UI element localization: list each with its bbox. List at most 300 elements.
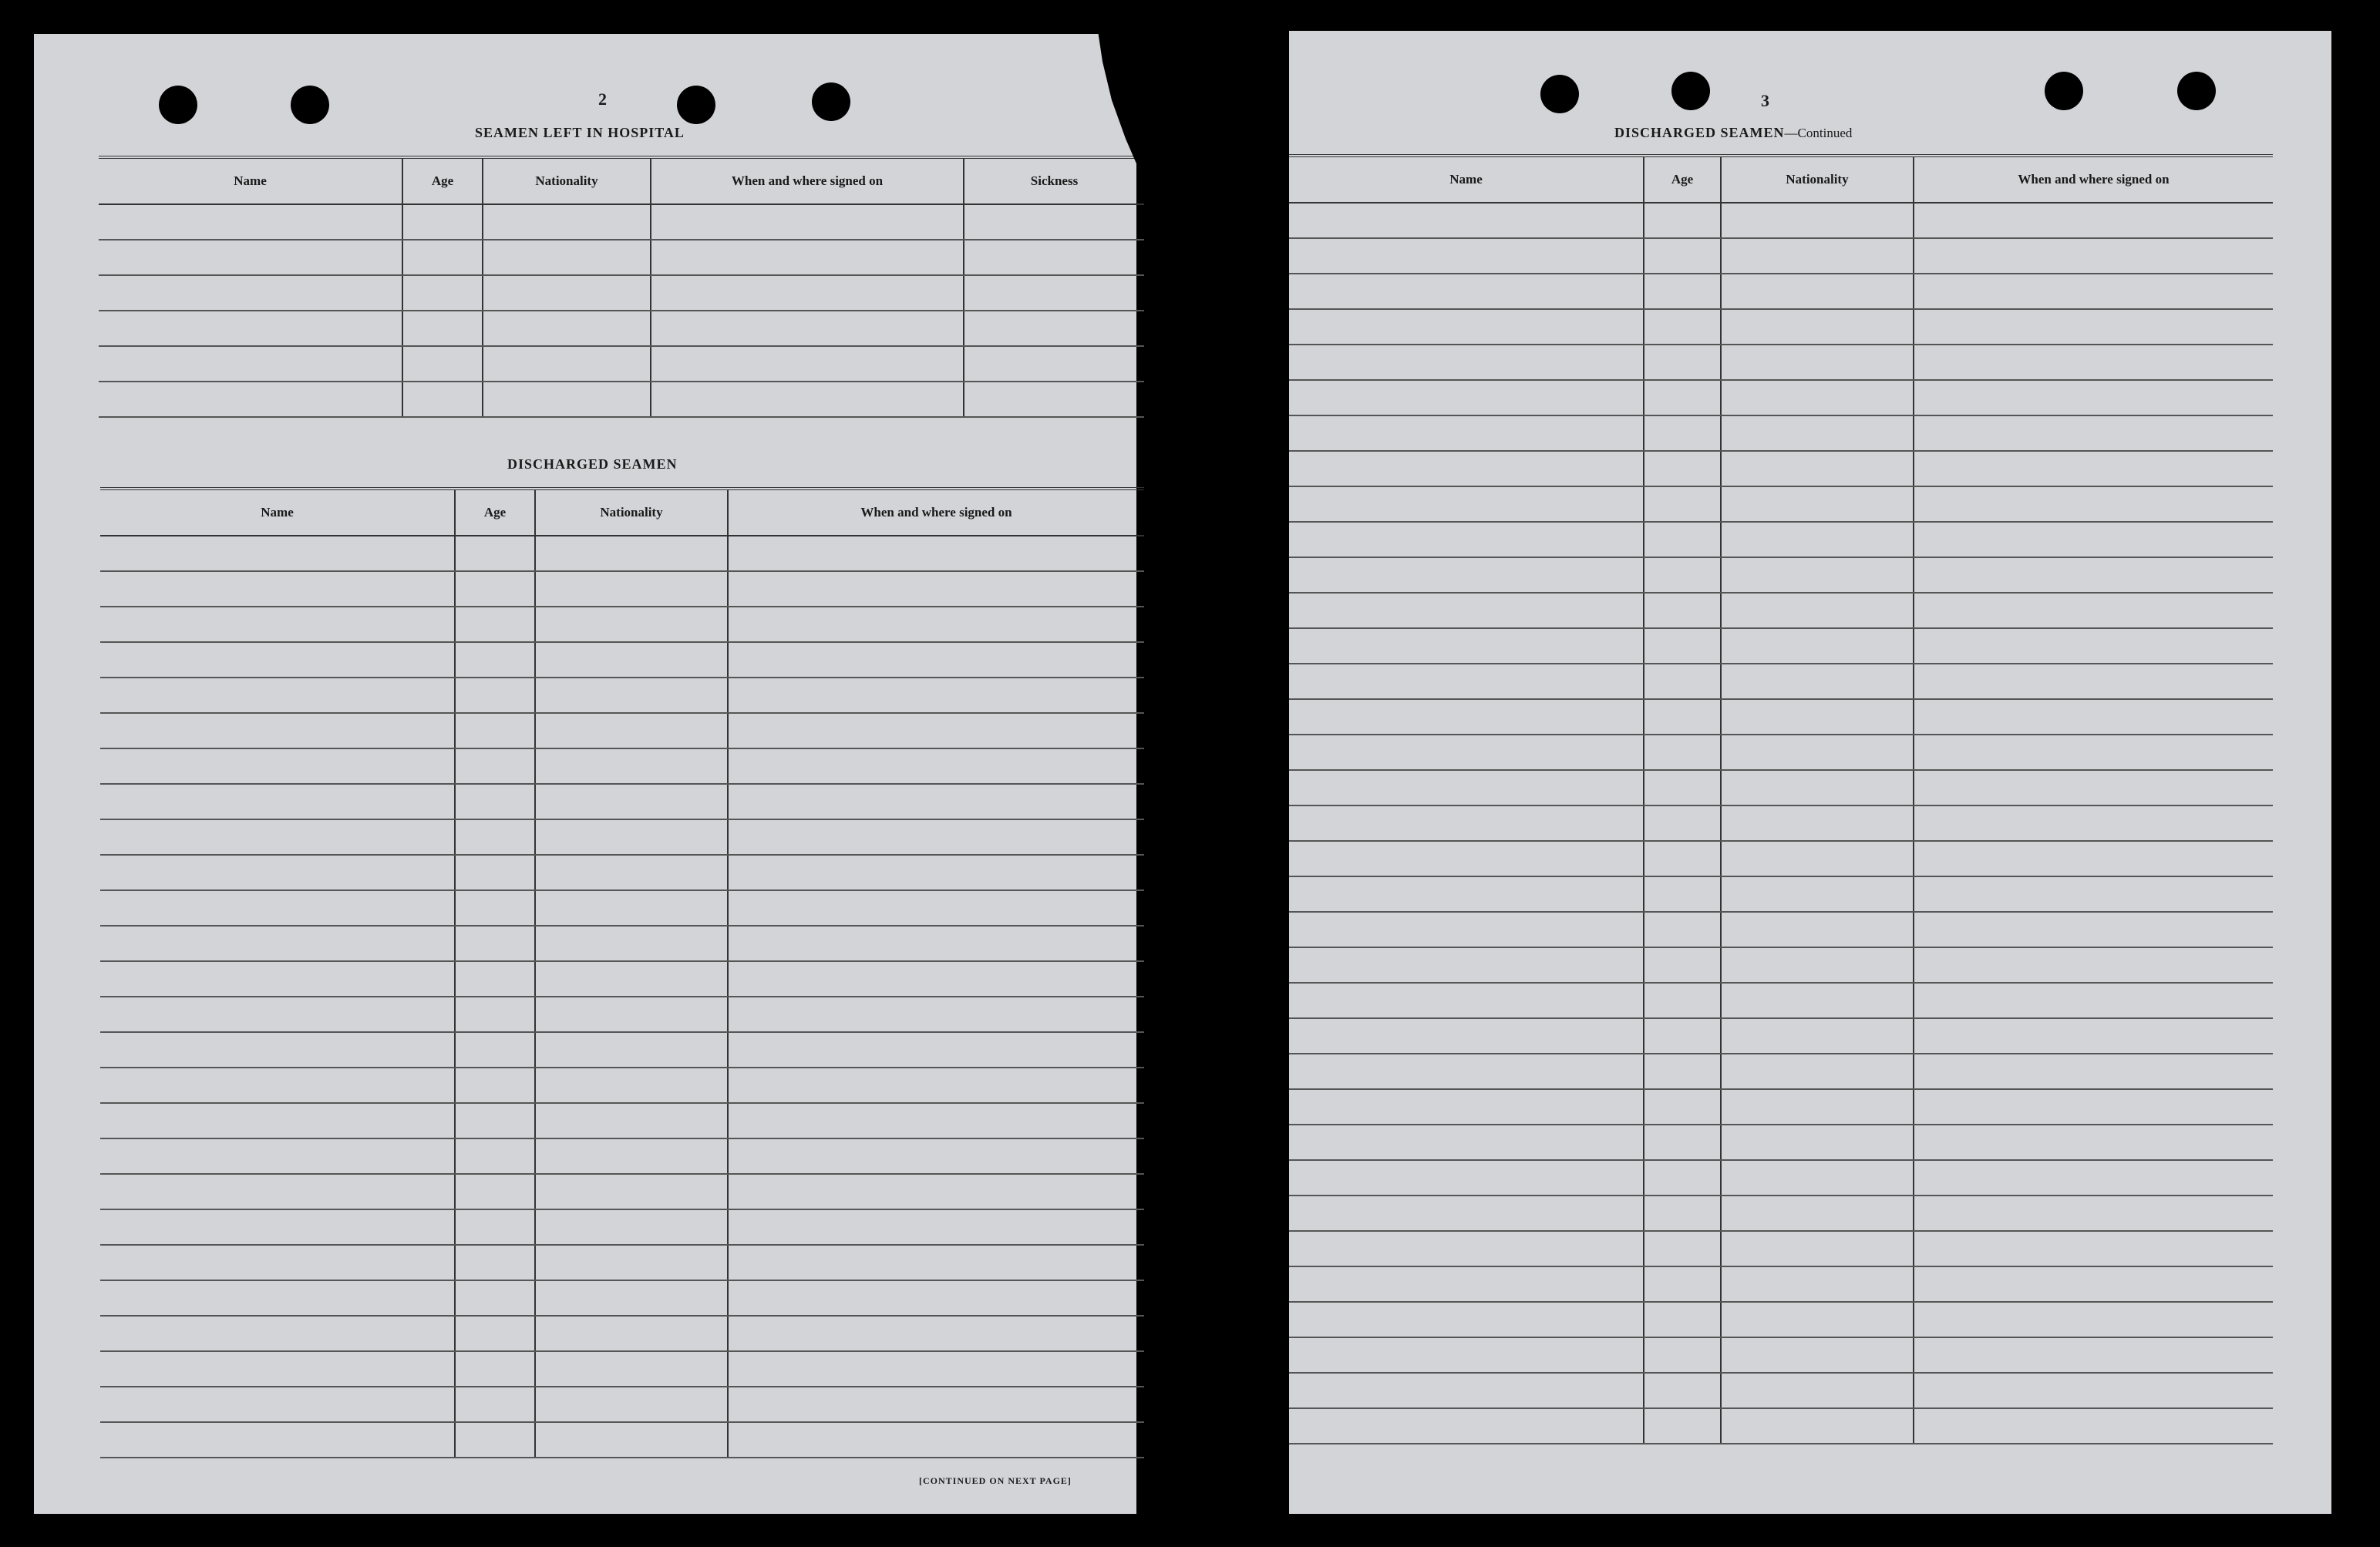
blank-cell[interactable] — [1721, 415, 1914, 451]
blank-cell[interactable] — [1914, 593, 2273, 628]
blank-cell[interactable] — [535, 1032, 728, 1068]
blank-cell[interactable] — [1914, 486, 2273, 522]
blank-cell[interactable] — [728, 926, 1144, 961]
blank-cell[interactable] — [1644, 876, 1721, 912]
blank-cell[interactable] — [1289, 1302, 1644, 1337]
blank-cell[interactable] — [728, 1316, 1144, 1351]
column-header-age: Age — [402, 157, 483, 204]
blank-cell[interactable] — [535, 607, 728, 642]
blank-cell[interactable] — [1289, 1160, 1644, 1196]
blank-cell[interactable] — [1289, 1231, 1644, 1266]
blank-cell[interactable] — [1914, 557, 2273, 593]
blank-cell[interactable] — [651, 204, 964, 240]
blank-cell[interactable] — [728, 1174, 1144, 1209]
blank-cell[interactable] — [1914, 415, 2273, 451]
blank-cell[interactable] — [535, 748, 728, 784]
blank-cell[interactable] — [1644, 274, 1721, 309]
blank-cell[interactable] — [455, 1387, 535, 1422]
blank-cell[interactable] — [455, 1138, 535, 1174]
blank-cell[interactable] — [535, 536, 728, 571]
table-row — [1289, 1231, 2273, 1266]
blank-cell[interactable] — [455, 1209, 535, 1245]
blank-cell[interactable] — [651, 275, 964, 311]
blank-cell[interactable] — [728, 642, 1144, 678]
blank-cell[interactable] — [728, 1103, 1144, 1138]
blank-cell[interactable] — [1289, 1337, 1644, 1373]
blank-cell[interactable] — [1644, 1196, 1721, 1231]
blank-cell[interactable] — [455, 748, 535, 784]
blank-cell[interactable] — [100, 1103, 455, 1138]
blank-cell[interactable] — [1289, 1196, 1644, 1231]
blank-cell[interactable] — [100, 1138, 455, 1174]
blank-cell[interactable] — [1289, 876, 1644, 912]
table-row — [1289, 1125, 2273, 1160]
blank-cell[interactable] — [483, 311, 651, 346]
blank-cell[interactable] — [1721, 451, 1914, 486]
blank-cell[interactable] — [728, 1351, 1144, 1387]
blank-cell[interactable] — [964, 311, 1144, 346]
blank-cell[interactable] — [1644, 947, 1721, 983]
blank-cell[interactable] — [1721, 983, 1914, 1018]
blank-cell[interactable] — [455, 855, 535, 890]
blank-cell[interactable] — [455, 961, 535, 997]
blank-cell[interactable] — [728, 1138, 1144, 1174]
blank-cell[interactable] — [1914, 1266, 2273, 1302]
punch-hole — [812, 82, 850, 121]
column-header-nationality: Nationality — [1721, 156, 1914, 203]
blank-cell[interactable] — [728, 1422, 1144, 1458]
blank-cell[interactable] — [1644, 1373, 1721, 1408]
blank-cell[interactable] — [100, 1387, 455, 1422]
blank-cell[interactable] — [100, 855, 455, 890]
blank-cell[interactable] — [1721, 1196, 1914, 1231]
blank-cell[interactable] — [1721, 486, 1914, 522]
blank-cell[interactable] — [100, 1174, 455, 1209]
blank-cell[interactable] — [651, 311, 964, 346]
blank-cell[interactable] — [483, 346, 651, 382]
blank-cell[interactable] — [1721, 770, 1914, 805]
blank-cell[interactable] — [1644, 699, 1721, 735]
blank-cell[interactable] — [402, 346, 483, 382]
table-row — [1289, 309, 2273, 345]
blank-cell[interactable] — [100, 571, 455, 607]
blank-cell[interactable] — [728, 1387, 1144, 1422]
blank-cell[interactable] — [1721, 1302, 1914, 1337]
blank-cell[interactable] — [1289, 770, 1644, 805]
blank-cell[interactable] — [100, 890, 455, 926]
blank-cell[interactable] — [483, 275, 651, 311]
blank-cell[interactable] — [728, 1209, 1144, 1245]
blank-cell[interactable] — [455, 536, 535, 571]
blank-cell[interactable] — [728, 819, 1144, 855]
blank-cell[interactable] — [535, 1174, 728, 1209]
blank-cell[interactable] — [535, 997, 728, 1032]
discharged-continued-title — [1614, 125, 1852, 141]
blank-cell[interactable] — [728, 961, 1144, 997]
blank-cell[interactable] — [455, 607, 535, 642]
blank-cell[interactable] — [1289, 274, 1644, 309]
blank-cell[interactable] — [455, 642, 535, 678]
blank-cell[interactable] — [1914, 983, 2273, 1018]
blank-cell[interactable] — [455, 1422, 535, 1458]
blank-cell[interactable] — [455, 926, 535, 961]
blank-cell[interactable] — [1721, 309, 1914, 345]
blank-cell[interactable] — [99, 275, 402, 311]
blank-cell[interactable] — [100, 961, 455, 997]
blank-cell[interactable] — [728, 784, 1144, 819]
blank-cell[interactable] — [1644, 415, 1721, 451]
blank-cell[interactable] — [1721, 1408, 1914, 1444]
blank-cell[interactable] — [1914, 203, 2273, 238]
blank-cell[interactable] — [1644, 1160, 1721, 1196]
blank-cell[interactable] — [1289, 203, 1644, 238]
blank-cell[interactable] — [964, 346, 1144, 382]
table-row — [99, 346, 1144, 382]
blank-cell[interactable] — [728, 607, 1144, 642]
blank-cell[interactable] — [402, 204, 483, 240]
discharged-table — [100, 487, 1144, 1458]
blank-cell[interactable] — [1289, 628, 1644, 664]
blank-cell[interactable] — [1914, 309, 2273, 345]
blank-cell[interactable] — [1914, 628, 2273, 664]
blank-cell[interactable] — [1644, 309, 1721, 345]
blank-cell[interactable] — [1721, 1089, 1914, 1125]
blank-cell[interactable] — [100, 819, 455, 855]
blank-cell[interactable] — [535, 819, 728, 855]
blank-cell[interactable] — [455, 678, 535, 713]
blank-cell[interactable] — [1721, 699, 1914, 735]
blank-cell[interactable] — [99, 240, 402, 275]
blank-cell[interactable] — [1914, 1018, 2273, 1054]
blank-cell[interactable] — [535, 1209, 728, 1245]
blank-cell[interactable] — [1914, 912, 2273, 947]
blank-cell[interactable] — [99, 382, 402, 417]
column-header-sickness: Sickness — [964, 157, 1144, 204]
blank-cell[interactable] — [535, 1351, 728, 1387]
blank-cell[interactable] — [455, 890, 535, 926]
blank-cell[interactable] — [1289, 522, 1644, 557]
blank-cell[interactable] — [1644, 770, 1721, 805]
blank-cell[interactable] — [1721, 805, 1914, 841]
blank-cell[interactable] — [728, 571, 1144, 607]
table-row — [100, 1387, 1144, 1422]
blank-cell[interactable] — [1644, 1054, 1721, 1089]
blank-cell[interactable] — [100, 607, 455, 642]
blank-cell[interactable] — [1644, 238, 1721, 274]
blank-cell[interactable] — [1644, 1302, 1721, 1337]
blank-cell[interactable] — [1721, 1337, 1914, 1373]
blank-cell[interactable] — [455, 1103, 535, 1138]
blank-cell[interactable] — [728, 713, 1144, 748]
blank-cell[interactable] — [1914, 1302, 2273, 1337]
blank-cell[interactable] — [1644, 628, 1721, 664]
blank-cell[interactable] — [1914, 1337, 2273, 1373]
blank-cell[interactable] — [1914, 1089, 2273, 1125]
blank-cell[interactable] — [1914, 1408, 2273, 1444]
blank-cell[interactable] — [1644, 664, 1721, 699]
table-row — [99, 311, 1144, 346]
blank-cell[interactable] — [1914, 735, 2273, 770]
table-row — [1289, 1160, 2273, 1196]
blank-cell[interactable] — [728, 678, 1144, 713]
blank-cell[interactable] — [1644, 345, 1721, 380]
blank-cell[interactable] — [1289, 309, 1644, 345]
blank-cell[interactable] — [100, 536, 455, 571]
blank-cell[interactable] — [100, 1032, 455, 1068]
blank-cell[interactable] — [100, 642, 455, 678]
blank-cell[interactable] — [1914, 522, 2273, 557]
blank-cell[interactable] — [100, 1316, 455, 1351]
blank-cell[interactable] — [535, 1245, 728, 1280]
blank-cell[interactable] — [1289, 983, 1644, 1018]
blank-cell[interactable] — [1721, 841, 1914, 876]
blank-cell[interactable] — [1721, 1231, 1914, 1266]
blank-cell[interactable] — [1721, 203, 1914, 238]
blank-cell[interactable] — [1721, 1160, 1914, 1196]
table-row — [100, 1103, 1144, 1138]
blank-cell[interactable] — [535, 1138, 728, 1174]
column-header-age: Age — [1644, 156, 1721, 203]
blank-cell[interactable] — [535, 1316, 728, 1351]
blank-cell[interactable] — [99, 311, 402, 346]
blank-cell[interactable] — [1721, 628, 1914, 664]
blank-cell[interactable] — [728, 1068, 1144, 1103]
blank-cell[interactable] — [1644, 912, 1721, 947]
blank-cell[interactable] — [1289, 486, 1644, 522]
blank-cell[interactable] — [1644, 841, 1721, 876]
blank-cell[interactable] — [100, 1422, 455, 1458]
blank-cell[interactable] — [535, 1280, 728, 1316]
blank-cell[interactable] — [1721, 1266, 1914, 1302]
blank-cell[interactable] — [455, 784, 535, 819]
blank-cell[interactable] — [1289, 1125, 1644, 1160]
blank-cell[interactable] — [1721, 593, 1914, 628]
blank-cell[interactable] — [728, 748, 1144, 784]
table-row — [100, 1245, 1144, 1280]
blank-cell[interactable] — [1644, 522, 1721, 557]
blank-cell[interactable] — [535, 1068, 728, 1103]
blank-cell[interactable] — [1289, 947, 1644, 983]
blank-cell[interactable] — [455, 1245, 535, 1280]
blank-cell[interactable] — [1644, 203, 1721, 238]
blank-cell[interactable] — [1289, 699, 1644, 735]
blank-cell[interactable] — [535, 678, 728, 713]
blank-cell[interactable] — [402, 382, 483, 417]
blank-cell[interactable] — [100, 748, 455, 784]
blank-cell[interactable] — [455, 713, 535, 748]
blank-cell[interactable] — [1289, 1018, 1644, 1054]
column-header-when-and-where-signed-on: When and where signed on — [728, 489, 1144, 536]
blank-cell[interactable] — [100, 997, 455, 1032]
blank-cell[interactable] — [1914, 274, 2273, 309]
blank-cell[interactable] — [728, 1245, 1144, 1280]
blank-cell[interactable] — [1914, 841, 2273, 876]
table-row — [100, 1422, 1144, 1458]
blank-cell[interactable] — [455, 1316, 535, 1351]
blank-cell[interactable] — [1914, 1160, 2273, 1196]
table-row — [99, 382, 1144, 417]
blank-cell[interactable] — [1914, 1125, 2273, 1160]
blank-cell[interactable] — [728, 536, 1144, 571]
blank-cell[interactable] — [1644, 735, 1721, 770]
blank-cell[interactable] — [100, 713, 455, 748]
blank-cell[interactable] — [535, 713, 728, 748]
blank-cell[interactable] — [535, 855, 728, 890]
blank-cell[interactable] — [1644, 557, 1721, 593]
blank-cell[interactable] — [1644, 593, 1721, 628]
blank-cell[interactable] — [455, 1032, 535, 1068]
table-row — [1289, 912, 2273, 947]
blank-cell[interactable] — [99, 204, 402, 240]
blank-cell[interactable] — [1721, 876, 1914, 912]
blank-cell[interactable] — [483, 204, 651, 240]
blank-cell[interactable] — [1721, 912, 1914, 947]
blank-cell[interactable] — [100, 1280, 455, 1316]
table-row — [100, 748, 1144, 784]
blank-cell[interactable] — [1644, 983, 1721, 1018]
table-row — [1289, 451, 2273, 486]
blank-cell[interactable] — [1721, 1018, 1914, 1054]
blank-cell[interactable] — [455, 1068, 535, 1103]
blank-cell[interactable] — [728, 890, 1144, 926]
blank-cell[interactable] — [1644, 1089, 1721, 1125]
blank-cell[interactable] — [100, 1245, 455, 1280]
blank-cell[interactable] — [455, 1174, 535, 1209]
blank-cell[interactable] — [1289, 1089, 1644, 1125]
column-header-when-and-where-signed-on: When and where signed on — [651, 157, 964, 204]
blank-cell[interactable] — [964, 382, 1144, 417]
blank-cell[interactable] — [100, 926, 455, 961]
blank-cell[interactable] — [651, 240, 964, 275]
blank-cell[interactable] — [1289, 1266, 1644, 1302]
blank-cell[interactable] — [1914, 1373, 2273, 1408]
blank-cell[interactable] — [651, 346, 964, 382]
blank-cell[interactable] — [455, 1280, 535, 1316]
blank-cell[interactable] — [1914, 345, 2273, 380]
blank-cell[interactable] — [1289, 238, 1644, 274]
blank-cell[interactable] — [535, 642, 728, 678]
blank-cell[interactable] — [402, 240, 483, 275]
blank-cell[interactable] — [535, 961, 728, 997]
blank-cell[interactable] — [1644, 486, 1721, 522]
blank-cell[interactable] — [1644, 1231, 1721, 1266]
blank-cell[interactable] — [100, 1068, 455, 1103]
blank-cell[interactable] — [1721, 557, 1914, 593]
blank-cell[interactable] — [535, 784, 728, 819]
table-header-row — [100, 489, 1144, 536]
blank-cell[interactable] — [1914, 664, 2273, 699]
blank-cell[interactable] — [1289, 557, 1644, 593]
blank-cell[interactable] — [1914, 947, 2273, 983]
blank-cell[interactable] — [1914, 1231, 2273, 1266]
blank-cell[interactable] — [1289, 345, 1644, 380]
blank-cell[interactable] — [402, 311, 483, 346]
blank-cell[interactable] — [483, 382, 651, 417]
blank-cell[interactable] — [100, 784, 455, 819]
blank-cell[interactable] — [535, 571, 728, 607]
blank-cell[interactable] — [1644, 451, 1721, 486]
blank-cell[interactable] — [1644, 380, 1721, 415]
blank-cell[interactable] — [1644, 1018, 1721, 1054]
blank-cell[interactable] — [1914, 1054, 2273, 1089]
blank-cell[interactable] — [455, 997, 535, 1032]
blank-cell[interactable] — [1721, 522, 1914, 557]
blank-cell[interactable] — [1289, 912, 1644, 947]
blank-cell[interactable] — [455, 819, 535, 855]
blank-cell[interactable] — [651, 382, 964, 417]
blank-cell[interactable] — [1644, 1337, 1721, 1373]
table-row — [1289, 1018, 2273, 1054]
blank-cell[interactable] — [100, 678, 455, 713]
blank-cell[interactable] — [1914, 876, 2273, 912]
blank-cell[interactable] — [1644, 805, 1721, 841]
blank-cell[interactable] — [1289, 1054, 1644, 1089]
table-row — [100, 1174, 1144, 1209]
blank-cell[interactable] — [728, 997, 1144, 1032]
blank-cell[interactable] — [1289, 415, 1644, 451]
blank-cell[interactable] — [1289, 805, 1644, 841]
blank-cell[interactable] — [1914, 380, 2273, 415]
blank-cell[interactable] — [535, 1387, 728, 1422]
blank-cell[interactable] — [535, 926, 728, 961]
blank-cell[interactable] — [483, 240, 651, 275]
blank-cell[interactable] — [1289, 451, 1644, 486]
blank-cell[interactable] — [455, 571, 535, 607]
blank-cell[interactable] — [1721, 345, 1914, 380]
blank-cell[interactable] — [1289, 1408, 1644, 1444]
blank-cell[interactable] — [728, 1280, 1144, 1316]
blank-cell[interactable] — [1644, 1125, 1721, 1160]
section-title-text: DISCHARGED SEAMEN — [1614, 125, 1785, 140]
blank-cell[interactable] — [1289, 593, 1644, 628]
blank-cell[interactable] — [1289, 664, 1644, 699]
blank-cell[interactable] — [1914, 1196, 2273, 1231]
blank-cell[interactable] — [1914, 770, 2273, 805]
blank-cell[interactable] — [728, 1032, 1144, 1068]
blank-cell[interactable] — [1721, 274, 1914, 309]
blank-cell[interactable] — [455, 1351, 535, 1387]
table-row — [1289, 983, 2273, 1018]
blank-cell[interactable] — [728, 855, 1144, 890]
blank-cell[interactable] — [1644, 1408, 1721, 1444]
blank-cell[interactable] — [535, 1422, 728, 1458]
blank-cell[interactable] — [1914, 699, 2273, 735]
blank-cell[interactable] — [1914, 451, 2273, 486]
blank-cell[interactable] — [402, 275, 483, 311]
blank-cell[interactable] — [1721, 1373, 1914, 1408]
blank-cell[interactable] — [1721, 735, 1914, 770]
blank-cell[interactable] — [1721, 1054, 1914, 1089]
blank-cell[interactable] — [1644, 1266, 1721, 1302]
blank-cell[interactable] — [1721, 947, 1914, 983]
blank-cell[interactable] — [1289, 1373, 1644, 1408]
blank-cell[interactable] — [1289, 841, 1644, 876]
blank-cell[interactable] — [1914, 805, 2273, 841]
blank-cell[interactable] — [100, 1351, 455, 1387]
blank-cell[interactable] — [99, 346, 402, 382]
blank-cell[interactable] — [1289, 735, 1644, 770]
blank-cell[interactable] — [535, 1103, 728, 1138]
table-row — [100, 1351, 1144, 1387]
blank-cell[interactable] — [1289, 380, 1644, 415]
blank-cell[interactable] — [1721, 380, 1914, 415]
blank-cell[interactable] — [1914, 238, 2273, 274]
blank-cell[interactable] — [535, 890, 728, 926]
blank-cell[interactable] — [100, 1209, 455, 1245]
blank-cell[interactable] — [1721, 664, 1914, 699]
blank-cell[interactable] — [1721, 238, 1914, 274]
blank-cell[interactable] — [1721, 1125, 1914, 1160]
